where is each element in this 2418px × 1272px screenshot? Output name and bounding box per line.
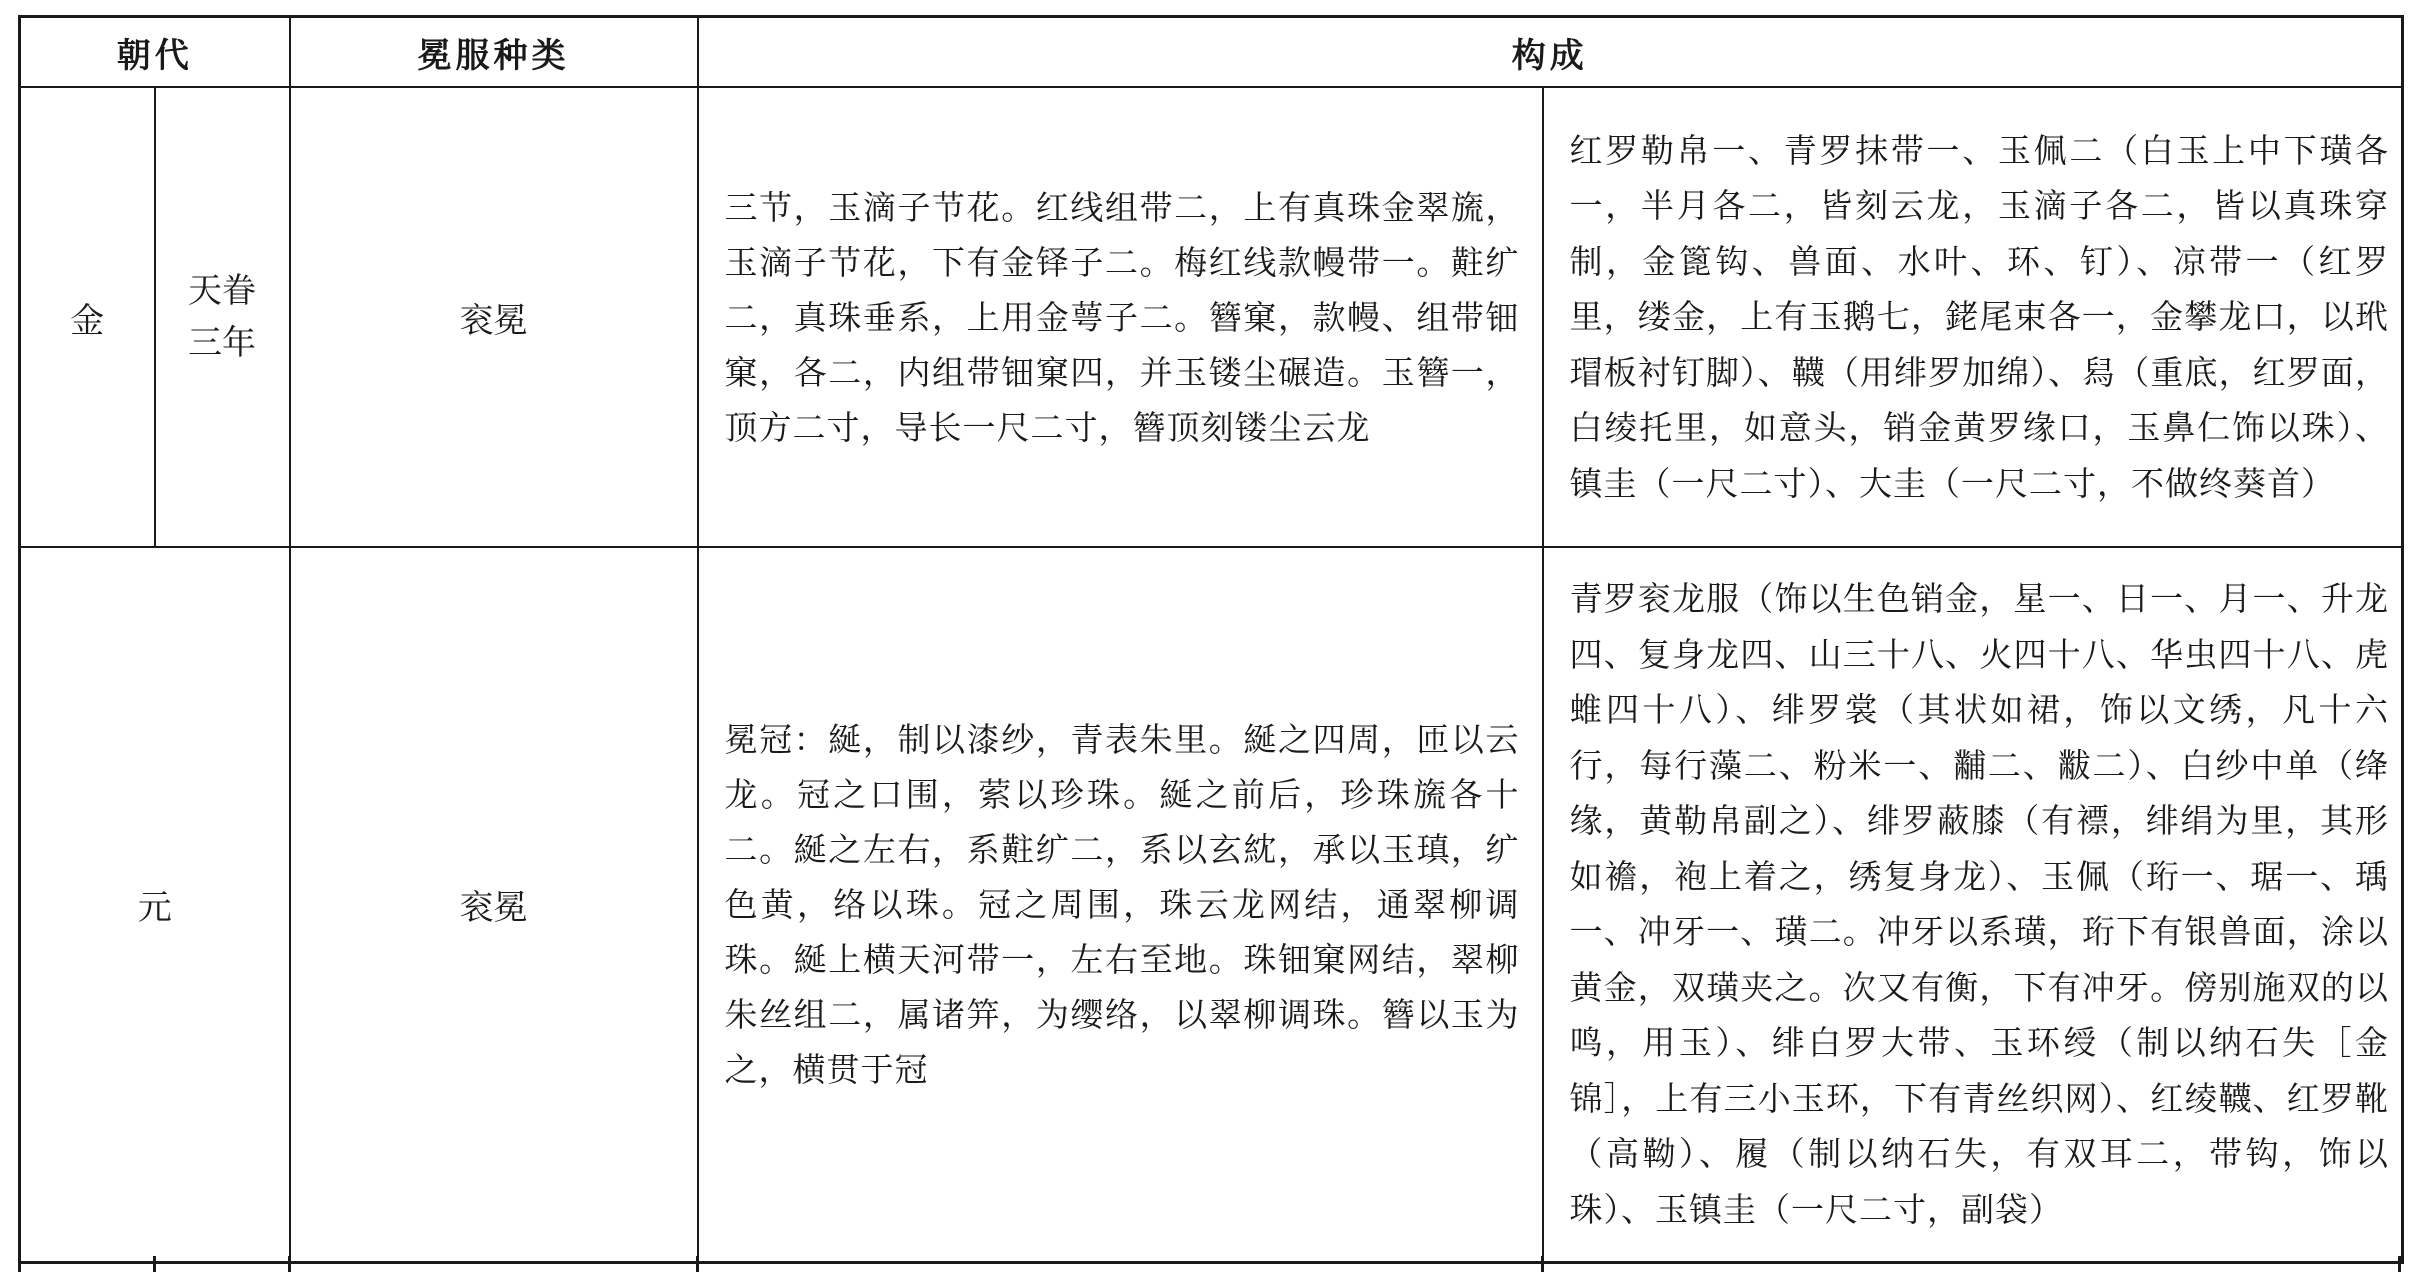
period-cell: [155, 87, 290, 547]
composition-right-cell: 红罗勒帛一、青罗抹带一、玉佩二（白玉上中下璜各一，半月各二，皆刻云龙，玉滴子各二，皆以真珠穿制，金篦钩、兽面、水叶、环、钉）、凉带一（红罗里，缕金，上有玉鹅七，銠尾束各一，金攀龙口，以玳瑁板衬钉脚）、韈（用绯罗加绵）、舄（重底，红罗面，白绫托里，如意头，销金黄罗缘口，玉鼻仁饰以珠）、镇圭（一尺二寸）、大圭（一尺二寸，不做终葵首）: [1543, 87, 2403, 547]
table-row: [20, 547, 2403, 1262]
header-dynasty: 朝代: [20, 17, 290, 88]
header-robe-type: 冕服种类: [290, 17, 698, 88]
composition-left-cell: 三节，玉滴子节花。红线组带二，上有真珠金翠旒，玉滴子节花，下有金铎子二。梅红线款幔带一。黈纩二，真珠垂系，上用金萼子二。簪窠，款幔、组带钿窠，各二，内组带钿窠四，并玉镂尘碾造。玉簪一，顶方二寸，导长一尺二寸，簪顶刻镂尘云龙: [698, 87, 1543, 547]
header-row: [20, 17, 2403, 88]
robe-type-cell: 衮冕: [290, 547, 698, 1262]
table-row: [20, 87, 2403, 547]
period-text: 天眷 三年: [188, 271, 256, 363]
stub-tick: [153, 1256, 156, 1272]
dynasty-cell: 元: [20, 547, 290, 1262]
robe-type-cell: 衮冕: [290, 87, 698, 547]
stub-tick: [288, 1256, 291, 1272]
stub-tick: [1541, 1256, 1544, 1272]
robes-table: [18, 15, 2404, 1264]
next-page-stub: [18, 1256, 2401, 1272]
composition-left-cell: 冕冠：綖，制以漆纱，青表朱里。綖之四周，匝以云龙。冠之口围，萦以珍珠。綖之前后，珍珠旒各十二。綖之左右，系黈纩二，系以玄紞，承以玉瑱，纩色黄，络以珠。冠之周围，珠云龙网结，通翠柳调珠。綖上横天河带一，左右至地。珠钿窠网结，翠柳朱丝组二，属诸笄，为缨络，以翠柳调珠。簪以玉为之，横贯于冠: [698, 547, 1543, 1262]
dynasty-cell: 金: [20, 87, 155, 547]
composition-right-cell: 青罗衮龙服（饰以生色销金，星一、日一、月一、升龙四、复身龙四、山三十八、火四十八、华虫四十八、虎蜼四十八）、绯罗裳（其状如裙，饰以文绣，凡十六行，每行藻二、粉米一、黼二、黻二）、白纱中单（绛缘，黄勒帛副之）、绯罗蔽膝（有褾，绯绢为里，其形如襜，袍上着之，绣复身龙）、玉佩（珩一、琚一、瑀一、冲牙一、璜二。冲牙以系璜，珩下有银兽面，涂以黄金，双璜夹之。次又有衡，下有冲牙。傍别施双的以鸣，用玉）、绯白罗大带、玉环绶（制以纳石失［金锦］，上有三小玉环，下有青丝织网）、红绫韈、红罗靴（高靿）、履（制以纳石失，有双耳二，带钩，饰以珠）、玉镇圭（一尺二寸，副袋）: [1543, 547, 2403, 1262]
header-composition: 构成: [698, 17, 2403, 88]
stub-tick: [18, 1256, 21, 1272]
dynasty-ceremonial-robes-table: [18, 15, 2401, 1256]
stub-tick: [696, 1256, 699, 1272]
stub-tick: [2398, 1256, 2401, 1272]
